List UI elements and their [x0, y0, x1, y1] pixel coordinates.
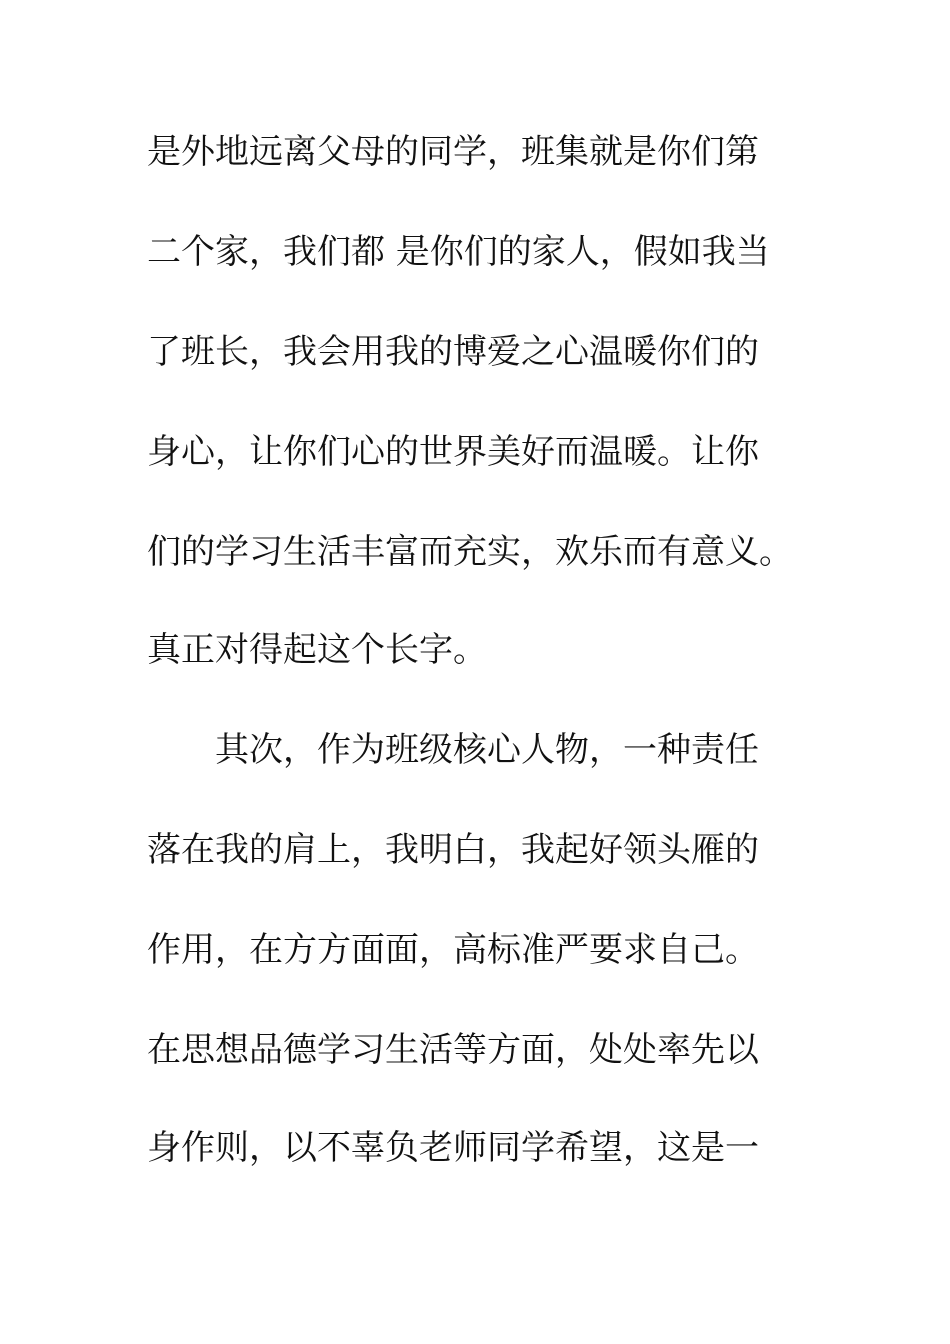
- text-line: 二个家，我们都 是你们的家人，假如我当: [147, 232, 770, 272]
- text-line: 在思想品德学习生活等方面，处处率先以: [147, 1030, 759, 1070]
- paragraph-first-line: 其次，作为班级核心人物，一种责任: [215, 730, 759, 770]
- text-line: 落在我的肩上，我明白，我起好领头雁的: [147, 830, 759, 870]
- text-line: 真正对得起这个长字。: [147, 630, 487, 670]
- text-line: 身作则，以不辜负老师同学希望，这是一: [147, 1128, 759, 1168]
- text-line: 是外地远离父母的同学，班集就是你们第: [147, 132, 759, 172]
- text-line: 了班长，我会用我的博爱之心温暖你们的: [147, 332, 759, 372]
- text-line: 们的学习生活丰富而充实，欢乐而有意义。: [147, 532, 793, 572]
- text-line: 作用，在方方面面，高标准严要求自己。: [147, 930, 759, 970]
- text-line: 身心，让你们心的世界美好而温暖。让你: [147, 432, 759, 472]
